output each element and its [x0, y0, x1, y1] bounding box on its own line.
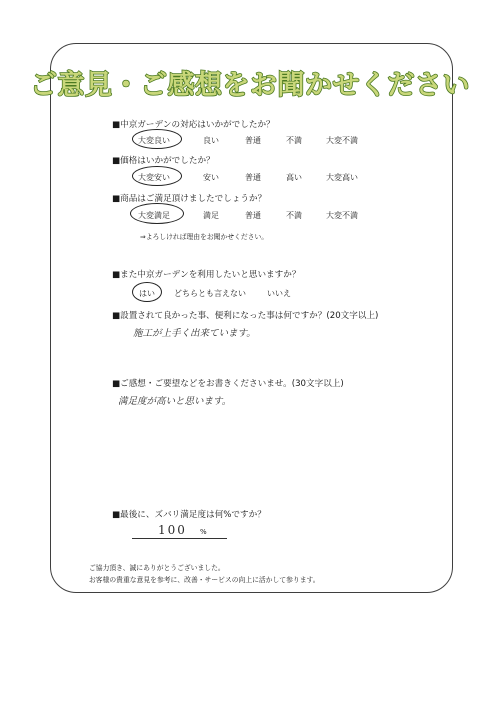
q5-handwritten-answer: 施工が上手く出来ています。	[133, 328, 256, 339]
q6-handwritten-answer: 満足度が高いと思います。	[118, 396, 232, 407]
q3-reason-note: ⇒よろしければ理由をお聞かせください。	[140, 233, 269, 241]
q4-option-no[interactable]: いいえ	[267, 289, 291, 298]
q1-option-very-dissatisfied[interactable]: 大変不満	[326, 136, 358, 145]
q1-option-very-good[interactable]: 大変良い	[138, 136, 170, 145]
q7-percent-unit: %	[200, 528, 207, 536]
question-reuse: ■また中京ガーデンを利用したいと思いますか？	[112, 270, 301, 280]
form-title: ご意見・ご感想をお聞かせください	[30, 70, 470, 101]
q3-selected-circle	[130, 203, 184, 224]
q1-selected-circle	[132, 129, 182, 149]
q2-option-very-expensive[interactable]: 大変高い	[326, 173, 358, 182]
q4-option-yes[interactable]: はい	[139, 289, 155, 298]
q1-option-dissatisfied[interactable]: 不満	[286, 136, 302, 145]
question-product-satisfaction: ■商品はご満足頂けましたでしょうか？	[112, 194, 267, 204]
q1-option-good[interactable]: 良い	[203, 136, 219, 145]
q4-option-neither[interactable]: どちらとも言えない	[174, 289, 246, 298]
q2-option-very-cheap[interactable]: 大変安い	[138, 173, 170, 182]
q3-option-satisfied[interactable]: 満足	[203, 211, 219, 220]
q2-selected-circle	[132, 166, 182, 186]
question-satisfaction-percent: ■最後に、ズバリ満足度は何%ですか？	[112, 510, 266, 520]
footer-thanks: ご協力頂き、誠にありがとうございました。	[89, 564, 225, 572]
q1-option-normal[interactable]: 普通	[245, 136, 261, 145]
question-price: ■価格はいかがでしたか？	[112, 156, 215, 166]
q3-option-very-satisfied[interactable]: 大変満足	[138, 211, 170, 220]
q2-option-normal[interactable]: 普通	[245, 173, 261, 182]
q3-option-very-dissatisfied[interactable]: 大変不満	[326, 211, 358, 220]
question-staff-response: ■中京ガーデンの対応はいかがでしたか？	[112, 120, 275, 130]
question-good-points: ■設置されて良かった事、便利になった事は何ですか？(20文字以上)	[112, 311, 379, 321]
question-comments: ■ご感想・ご要望などをお書きくださいませ。(30文字以上)	[112, 379, 344, 389]
q3-option-dissatisfied[interactable]: 不満	[286, 211, 302, 220]
q7-answer-underline	[132, 538, 227, 539]
footer-message: お客様の貴重な意見を参考に、改善・サービスの向上に活かして参ります。	[89, 576, 320, 584]
q2-option-expensive[interactable]: 高い	[286, 173, 302, 182]
q7-handwritten-answer: 100	[158, 523, 187, 537]
q3-option-normal[interactable]: 普通	[245, 211, 261, 220]
q2-option-cheap[interactable]: 安い	[203, 173, 219, 182]
q4-selected-circle	[132, 282, 162, 302]
